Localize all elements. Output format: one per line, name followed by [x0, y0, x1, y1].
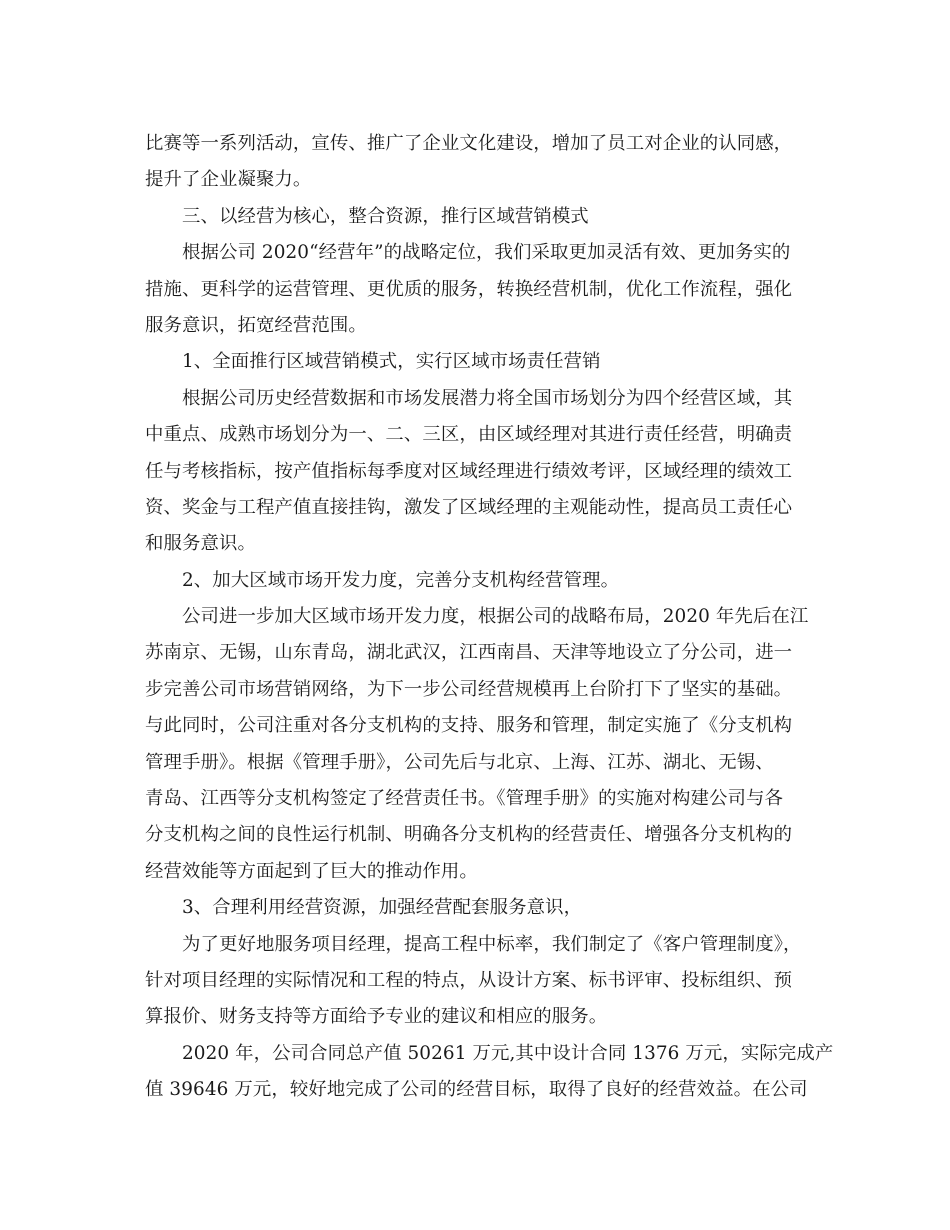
text-line: 苏南京、无锡，山东青岛，湖北武汉，江西南昌、天津等地设立了分公司，进一: [145, 642, 793, 664]
section-heading: 三、以经营为核心，整合资源，推行区域营销模式: [182, 205, 589, 227]
text-line: 为了更好地服务项目经理，提高工程中标率，我们制定了《客户管理制度》，: [182, 933, 802, 955]
text-line: 服务意识，拓宽经营范围。: [145, 314, 367, 336]
text-line: 根据公司 2020“经营年”的战略定位，我们采取更加灵活有效、更加务实的: [182, 242, 791, 264]
text-line: 分支机构之间的良性运行机制、明确各分支机构的经营责任、增强各分支机构的: [145, 824, 793, 846]
text-line: 管理手册》。根据《管理手册》，公司先后与北京、上海、江苏、湖北、无锡、: [145, 751, 774, 773]
subsection-heading: 1、全面推行区域营销模式，实行区域市场责任营销: [182, 351, 601, 373]
text-line: 步完善公司市场营销网络，为下一步公司经营规模再上台阶打下了坚实的基础。: [145, 678, 793, 700]
text-line: 根据公司历史经营数据和市场发展潜力将全国市场划分为四个经营区域，其: [182, 387, 793, 409]
text-line: 资、奖金与工程产值直接挂钩，激发了区域经理的主观能动性，提高员工责任心: [145, 496, 793, 518]
text-line: 中重点、成熟市场划分为一、二、三区，由区域经理对其进行责任经营，明确责: [145, 424, 793, 446]
text-line: 针对项目经理的实际情况和工程的特点，从设计方案、标书评审、投标组织、预: [145, 969, 793, 991]
text-line: 2020 年，公司合同总产值 50261 万元,其中设计合同 1376 万元，实际完成产: [182, 1042, 834, 1064]
text-line: 与此同时，公司注重对各分支机构的支持、服务和管理，制定实施了《分支机构: [145, 715, 793, 737]
subsection-heading: 2、加大区域市场开发力度，完善分支机构经营管理。: [182, 569, 620, 591]
text-line: 经营效能等方面起到了巨大的推动作用。: [145, 860, 478, 882]
text-line: 算报价、财务支持等方面给予专业的建议和相应的服务。: [145, 1006, 608, 1028]
text-line: 提升了企业凝聚力。: [145, 169, 312, 191]
text-line: 比赛等一系列活动，宣传、推广了企业文化建设，增加了员工对企业的认同感，: [145, 133, 793, 154]
subsection-heading: 3、合理利用经营资源，加强经营配套服务意识，: [182, 897, 583, 919]
text-line: 和服务意识。: [145, 533, 256, 555]
text-line: 措施、更科学的运营管理、更优质的服务，转换经营机制，优化工作流程，强化: [145, 278, 793, 300]
text-line: 任与考核指标，按产值指标每季度对区域经理进行绩效考评，区域经理的绩效工: [145, 460, 793, 482]
text-line: 值 39646 万元，较好地完成了公司的经营目标，取得了良好的经营效益。在公司: [145, 1079, 808, 1101]
document-body: [145, 126, 834, 1109]
text-line: 青岛、江西等分支机构签定了经营责任书。《管理手册》的实施对构建公司与各: [145, 788, 783, 810]
text-line: 公司进一步加大区域市场开发力度，根据公司的战略布局，2020 年先后在江: [182, 606, 809, 628]
